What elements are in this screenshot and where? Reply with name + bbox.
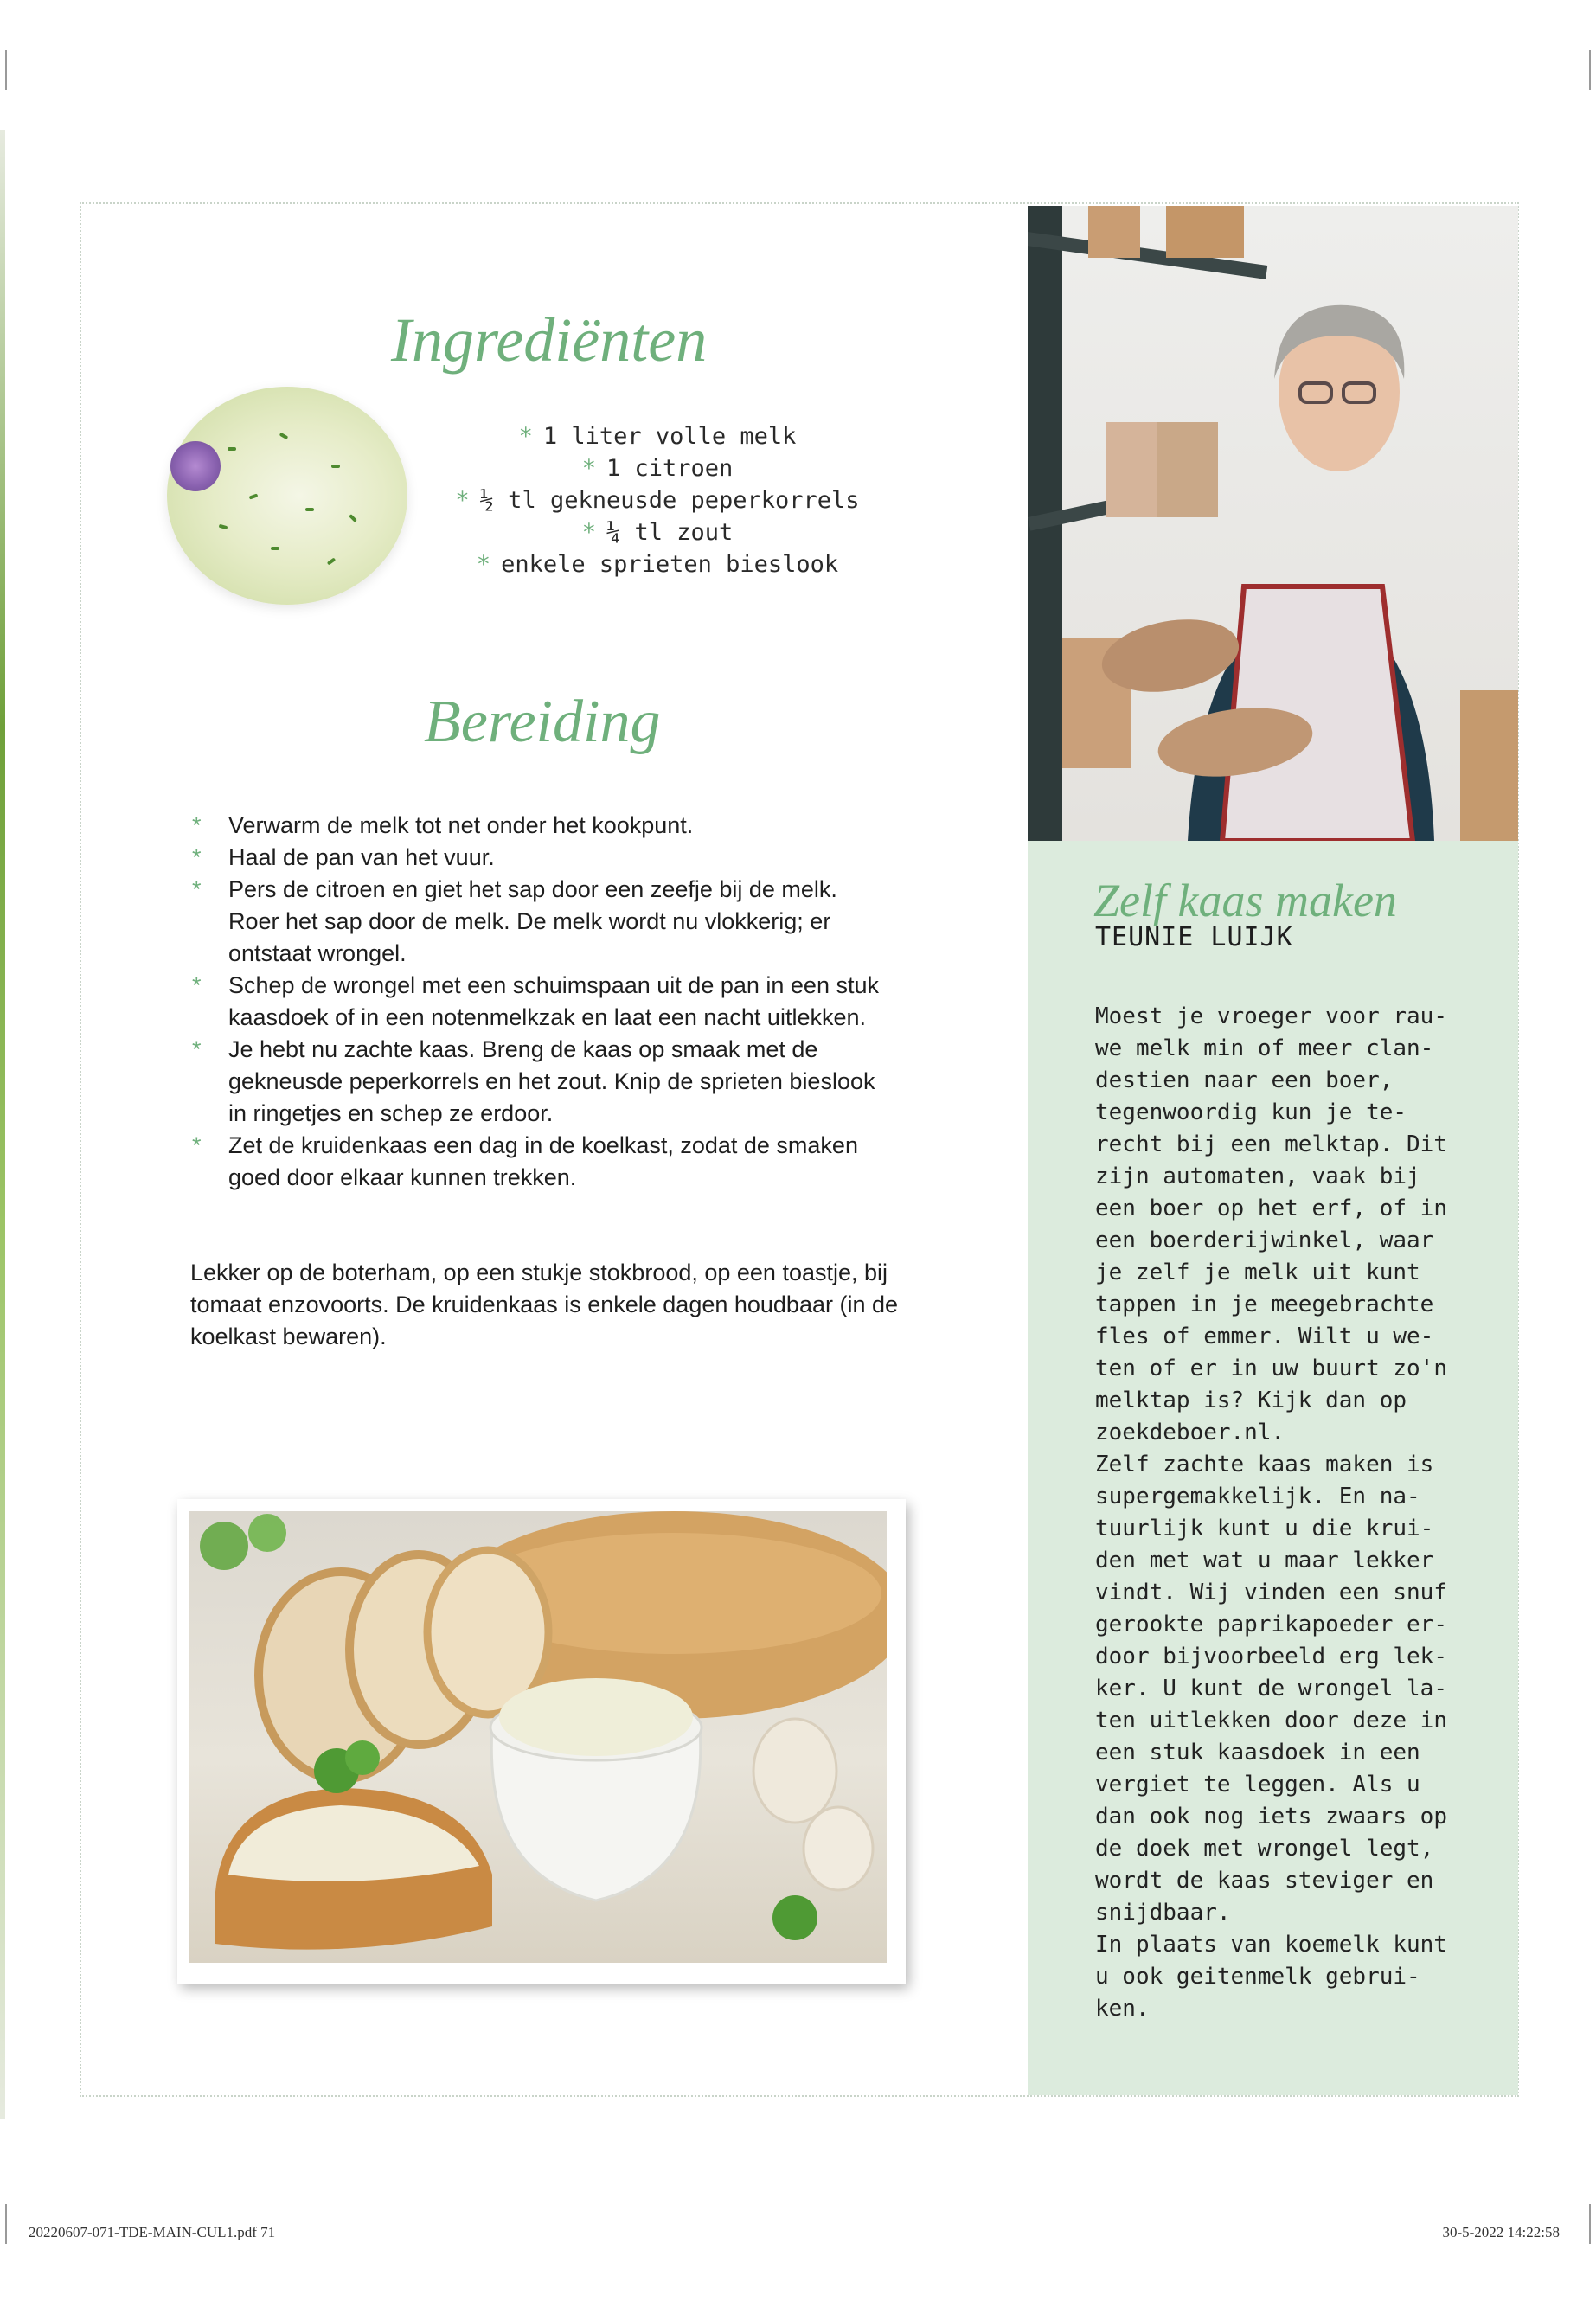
preparation-steps xyxy=(189,810,889,1194)
chive-flower-garnish xyxy=(170,441,221,491)
ingredient-item: * 1 liter volle melk xyxy=(518,423,797,450)
sidebar-body: Moest je vroeger voor rau- we melk min of meer clan- destien naar een boer, tegenwoordig kun je te- recht bij een melktap. Dit zijn automaten, vaak bij een boer op het erf, of in een boerderijwinkel, waar je zelf je melk uit kunt tappen in je meegebrachte fles of emmer. Wilt u we- ten of er in uw buurt zo'n melktap is? Kijk dan op zoekdeboer.nl. Zelf zachte kaas maken is supergemakkelijk. En na- tuurlijk kunt u die krui- den met wat u maar lekker vindt. Wij vinden een snuf gerookte paprikapoeder er- door bijvoorbeeld erg lek- ker. U kunt de wrongel la- ten uitlekken door deze in een stuk kaasdoek in een vergiet te leggen. Als u dan ook nog iets zwaars op de doek met wrongel legt, wordt de kaas steviger en snijdbaar. In plaats van koemelk kunt u ook geitenmelk gebrui- ken. xyxy=(1095,1003,1447,2022)
chive-fleck xyxy=(279,433,289,439)
ingredient-item: * 1 citroen xyxy=(581,455,734,482)
footer-timestamp: 30-5-2022 14:22:58 xyxy=(1442,2224,1560,2240)
chive-fleck xyxy=(327,557,336,565)
step-item: * Verwarm de melk tot net onder het kookpunt. xyxy=(189,810,889,842)
chive-fleck xyxy=(219,524,228,529)
garlic-bulb xyxy=(804,1807,873,1890)
serving-note: Lekker op de boterham, op een stukje stokbrood, op een toastje, bij tomaat enzovoorts. De kruidenkaas is enkele dagen houdbaar (in de koelkast bewaren). xyxy=(190,1259,899,1349)
parsley-leaf xyxy=(248,1514,286,1552)
footer-filename: 20220607-071-TDE-MAIN-CUL1.pdf 71 xyxy=(29,2224,276,2240)
ingredient-item: * ½ tl gekneusde peperkorrels xyxy=(455,487,860,514)
chive-fleck xyxy=(349,514,357,522)
asterisk-bullet-icon: * xyxy=(581,455,596,482)
ingredients-heading: Ingrediënten xyxy=(391,305,708,375)
crop-mark xyxy=(1589,2204,1591,2244)
parsley-leaf xyxy=(772,1895,817,1940)
chive-fleck xyxy=(249,493,259,499)
preparation-heading: Bereiding xyxy=(424,689,661,755)
asterisk-bullet-icon: * xyxy=(192,1036,202,1062)
chive-fleck xyxy=(305,508,314,511)
asterisk-bullet-icon: * xyxy=(192,812,202,838)
asterisk-bullet-icon: * xyxy=(192,972,202,998)
chive-fleck xyxy=(271,547,279,550)
step-item: * Zet de kruidenkaas een dag in de koelkast, zodat de smaken goed door elkaar kunnen trekken. xyxy=(189,1130,889,1194)
parsley-leaf xyxy=(345,1740,380,1775)
box xyxy=(1460,690,1518,841)
garlic-bulb xyxy=(753,1719,836,1823)
asterisk-bullet-icon: * xyxy=(476,551,491,578)
crop-mark xyxy=(5,50,7,90)
paper-bags xyxy=(1157,422,1218,517)
asterisk-bullet-icon: * xyxy=(518,423,533,450)
ingredient-item: * ¼ tl zout xyxy=(581,519,734,546)
photo-area xyxy=(189,1511,887,1963)
paper-bags xyxy=(1106,422,1157,517)
crop-mark xyxy=(1589,50,1591,90)
chive-fleck xyxy=(228,447,236,451)
step-item: * Schep de wrongel met een schuimspaan uit de pan in een stuk kaasdoek of in een notenmelkzak en laat een nacht uitlekken. xyxy=(189,970,889,1034)
asterisk-bullet-icon: * xyxy=(581,519,596,546)
sidebar-author: TEUNIE LUIJK xyxy=(1095,922,1293,952)
herb-cheese-bowl-image xyxy=(167,387,407,605)
cheese-spread xyxy=(499,1678,693,1756)
step-item: * Je hebt nu zachte kaas. Breng de kaas op smaak met de gekneusde peperkorrels en het zout. Knip de sprieten bieslook in ringetjes en schep ze erdoor. xyxy=(189,1034,889,1130)
bleed-image-strip xyxy=(0,130,5,2119)
sidebar-title: Zelf kaas maken xyxy=(1093,875,1397,926)
box xyxy=(1166,206,1244,258)
asterisk-bullet-icon: * xyxy=(192,876,202,902)
box xyxy=(1088,206,1140,258)
author-photo-illustration xyxy=(1028,206,1518,841)
crop-mark xyxy=(5,2204,7,2244)
ingredients-list xyxy=(381,420,934,580)
parsley-leaf xyxy=(200,1522,248,1570)
asterisk-bullet-icon: * xyxy=(192,844,202,870)
asterisk-bullet-icon: * xyxy=(455,487,470,514)
ingredient-item: * enkele sprieten bieslook xyxy=(476,551,839,578)
bread-cheese-photo xyxy=(177,1499,906,1984)
author-photo xyxy=(1028,206,1518,841)
asterisk-bullet-icon: * xyxy=(192,1132,202,1158)
step-item: * Pers de citroen en giet het sap door een zeefje bij de melk. Roer het sap door de melk. De melk wordt nu vlokkerig; er ontstaat wrongel. xyxy=(189,874,889,970)
chive-fleck xyxy=(331,465,340,468)
bread-cheese-illustration xyxy=(189,1511,887,1963)
step-item: * Haal de pan van het vuur. xyxy=(189,842,889,874)
